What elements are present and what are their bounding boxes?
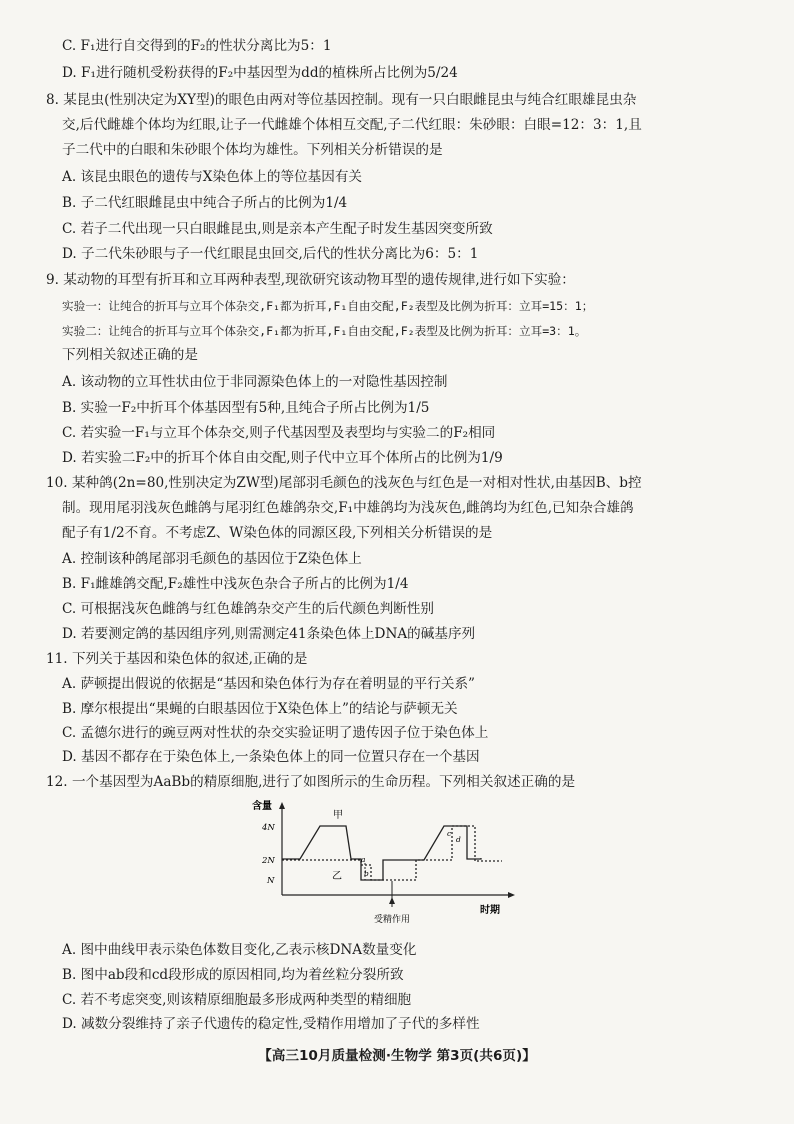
text-line-l10: 9. 某动物的耳型有折耳和立耳两种表型,现欲研究该动物耳型的遗传规律,进行如下实验： [46, 272, 575, 288]
text-line-l1: C. F₁进行自交得到的F₂的性状分离比为5：1 [62, 38, 332, 54]
y-axis-label: 含量 [252, 801, 272, 812]
text-line-l29: D. 基因不都存在于染色体上,一条染色体上的同一位置只存在一个基因 [62, 749, 480, 765]
text-line-l26: A. 萨顿提出假说的依据是“基因和染色体行为存在着明显的平行关系” [62, 676, 475, 692]
text-line-l22: B. F₁雌雄鸽交配,F₂雄性中浅灰色杂合子所占的比例为1/4 [62, 576, 409, 592]
genetic-content-graph [240, 797, 540, 937]
text-line-l15: B. 实验一F₂中折耳个体基因型有5种,且纯合子所占比例为1/5 [62, 400, 430, 416]
x-arrow [508, 892, 515, 898]
text-line-l13: 下列相关叙述正确的是 [62, 347, 198, 363]
tick-4n: 4N [262, 823, 275, 833]
text-line-l2: D. F₁进行随机受粉获得的F₂中基因型为dd的植株所占比例为5/24 [62, 65, 458, 81]
tick-2n: 2N [262, 856, 275, 866]
text-line-l14: A. 该动物的立耳性状由位于非同源染色体上的一对隐性基因控制 [62, 374, 448, 390]
mark-c: c [447, 829, 452, 838]
text-line-l31: A. 图中曲线甲表示染色体数目变化,乙表示核DNA数量变化 [62, 942, 417, 958]
text-line-l25: 11. 下列关于基因和染色体的叙述,正确的是 [46, 651, 308, 667]
mark-d: d [456, 835, 461, 844]
text-line-l12: 实验二：让纯合的折耳与立耳个体杂交,F₁都为折耳,F₁自由交配,F₂表型及比例为折耳：立耳=3：1。 [62, 324, 587, 338]
text-line-l30: 12. 一个基因型为AaBb的精原细胞,进行了如图所示的生命历程。下列相关叙述正确的是 [46, 774, 576, 790]
text-line-l17: D. 若实验二F₂中的折耳个体自由交配,则子代中立耳个体所占的比例为1/9 [62, 450, 503, 466]
text-line-l34: D. 减数分裂维持了亲子代遗传的稳定性,受精作用增加了子代的多样性 [62, 1016, 480, 1032]
text-line-l16: C. 若实验一F₁与立耳个体杂交,则子代基因型及表型均与实验二的F₂相同 [62, 425, 496, 441]
x-axis-label: 时期 [480, 905, 500, 916]
text-line-l18: 10. 某种鸽(2n=80,性别决定为ZW型)尾部羽毛颜色的浅灰色与红色是一对相对性状,由基因B、b控 [46, 475, 642, 491]
text-line-l3: 8. 某昆虫(性别决定为XY型)的眼色由两对等位基因控制。现有一只白眼雌昆虫与纯合红眼雄昆虫杂 [46, 92, 637, 108]
y-arrow [279, 802, 285, 809]
text-line-l27: B. 摩尔根提出“果蝇的白眼基因位于X染色体上”的结论与萨顿无关 [62, 701, 458, 717]
text-line-l19: 制。现用尾羽浅灰色雌鸽与尾羽红色雄鸽杂交,F₁中雄鸽均为浅灰色,雌鸽均为红色,已知杂合雄鸽 [62, 500, 634, 516]
text-line-l8: C. 若子二代出现一只白眼雌昆虫,则是亲本产生配子时发生基因突变所致 [62, 221, 493, 237]
text-line-l24: D. 若要测定鸽的基因组序列,则需测定41条染色体上DNA的碱基序列 [62, 626, 476, 642]
mark-b: b [364, 869, 369, 878]
text-line-l23: C. 可根据浅灰色雌鸽与红色雄鸽杂交产生的后代颜色判断性别 [62, 601, 434, 617]
text-line-l9: D. 子二代朱砂眼与子一代红眼昆虫回交,后代的性状分离比为6：5：1 [62, 246, 479, 262]
text-line-l28: C. 孟德尔进行的豌豆两对性状的杂交实验证明了遗传因子位于染色体上 [62, 725, 489, 741]
label-jia: 甲 [333, 810, 343, 821]
text-line-l20: 配子有1/2不育。不考虑Z、W染色体的同源区段,下列相关分析错误的是 [62, 525, 493, 541]
fertilization-label: 受精作用 [374, 915, 411, 925]
text-line-l6: A. 该昆虫眼色的遗传与X染色体上的等位基因有关 [62, 169, 363, 185]
label-yi: 乙 [332, 871, 342, 882]
text-line-l21: A. 控制该种鸽尾部羽毛颜色的基因位于Z染色体上 [62, 551, 362, 567]
text-line-l32: B. 图中ab段和cd段形成的原因相同,均为着丝粒分裂所致 [62, 967, 404, 983]
text-line-l4: 交,后代雌雄个体均为红眼,让子一代雌雄个体相互交配,子二代红眼：朱砂眼：白眼=12：3：1,且 [62, 117, 642, 133]
fertilization-arrow [389, 897, 395, 904]
page-footer: 【高三10月质量检测·生物学 第3页(共6页)】 [258, 1048, 536, 1064]
text-line-l7: B. 子二代红眼雌昆虫中纯合子所占的比例为1/4 [62, 195, 348, 211]
text-line-l5: 子二代中的白眼和朱砂眼个体均为雄性。下列相关分析错误的是 [62, 142, 443, 158]
text-line-l33: C. 若不考虑突变,则该精原细胞最多形成两种类型的精细胞 [62, 992, 412, 1008]
mark-a: a [361, 855, 366, 864]
tick-n: N [267, 876, 275, 886]
text-line-l11: 实验一：让纯合的折耳与立耳个体杂交,F₁都为折耳,F₁自由交配,F₂表型及比例为折耳：立耳=15：1； [62, 299, 594, 313]
